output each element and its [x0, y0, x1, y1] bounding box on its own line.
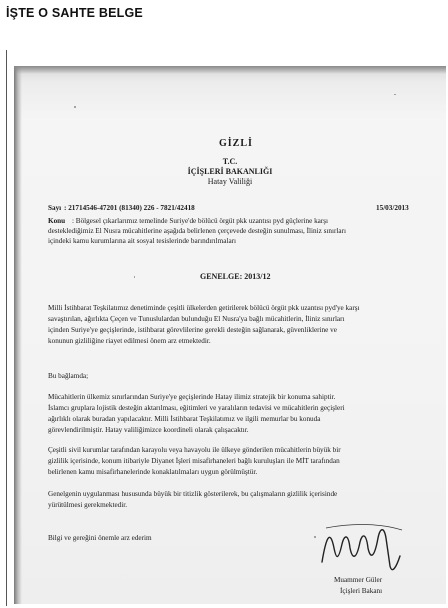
- para3-line: İslamcı gruplara lojistik desteğin aktarılması, eğitimleri ve yaralıların tedavisi ve mücahitlerin geçişleri: [48, 404, 345, 412]
- scan-speckle: [394, 94, 396, 95]
- classification-label: GİZLİ: [219, 138, 253, 149]
- para1-line: Milli İstihbarat Teşkilatımız denetiminde çeşitli ülkelerden getirilerek bölücü örgüt pkk uzantısı pyd'ye karşı: [48, 304, 360, 312]
- konu-label: Konu: [48, 217, 66, 225]
- scan-shadow-top: [14, 66, 446, 74]
- signature-image: [316, 518, 406, 576]
- konu-line: : Bölgesel çıkarlarımız temelinde Suriye'de bölücü örgüt pkk uzantısı pyd güçlerine karşı: [72, 217, 329, 225]
- header-tc: T.C.: [222, 157, 238, 166]
- para4-line: gizlilik içerisinde, konum itibariyle Diyanet İşleri misafirhaneleri bağlı kuruluşları ile MİT tarafından: [48, 457, 340, 465]
- scanned-document: [14, 66, 446, 604]
- para1-line: savaştırılan, ağırlıkta Çeçen ve Tunuslulardan bulunduğu El Nusra'ya bağlı mücahitlerin, İliniz sınırları: [48, 315, 345, 323]
- para4-line: Çeşitli sivil kurumlar tarafından karayolu veya havayolu ile ülkeye gönderilen mücahitlerin büyük bir: [48, 446, 341, 454]
- closing-line: Bilgi ve gereğini önemle arz ederim: [48, 534, 152, 542]
- scan-shadow-left: [14, 66, 22, 604]
- konu-line: desteklediğimiz El Nusra mücahitlerine aşağıda belirlenen çerçevede desteğin sunulması, İliniz sınırları: [48, 227, 346, 235]
- para3-line: Mücahitlerin ülkemiz sınırlarından Suriye'ye geçişlerinde Hatay ilimiz stratejik bir konuma sahiptir.: [48, 393, 336, 401]
- para3-line: ağırlıklı olarak buradan yapılacaktır. Milli İstihbarat Teşkilatımız ve ilgili memurlar bu konuda: [48, 415, 321, 423]
- para5-line: Genelgenin uygulanması hususunda büyük bir titizlik gösterilerek, bu çalışmaların gizlilik içerisinde: [48, 490, 338, 498]
- sayi-value: : 21714546-47201 (81340) 226 - 7821/42418: [64, 204, 195, 212]
- para2: Bu bağlamda;: [48, 372, 89, 380]
- header-governorship: Hatay Valiliği: [207, 177, 253, 186]
- sayi-label: Sayı: [48, 204, 62, 212]
- para1-line: konunun gizliliğine riayet edilmesi önem arz etmektedir.: [48, 337, 211, 345]
- genelge-number: GENELGE: 2013/12: [200, 272, 271, 281]
- para4-line: belirlenen kamu misafirhanelerinde konaklatılmaları uygun görülmüştür.: [48, 468, 258, 476]
- left-divider: [6, 50, 7, 606]
- document-date: 15/03/2013: [376, 204, 409, 212]
- konu-line: içindeki kamu kurumlarına ait sosyal tesislerinde barındırılmaları: [48, 237, 237, 245]
- scan-speckle: [74, 106, 76, 108]
- header-ministry: İÇİŞLERİ BAKANLIĞI: [187, 167, 273, 176]
- para5-line: yürütülmesi gerekmektedir.: [48, 501, 128, 509]
- signer-title: İçişleri Bakanı: [340, 587, 383, 595]
- scan-speckle: [134, 276, 135, 278]
- signer-name: Muammer Güler: [334, 576, 383, 584]
- page-headline: İŞTE O SAHTE BELGE: [6, 6, 143, 20]
- para3-line: görevlendirilmiştir. Hatay valiliğimizce koordineli olarak çalışacaktır.: [48, 426, 249, 434]
- para1-line: içinden Suriye'ye geçişlerinde, istihbarat görevlilerine gerekli desteğin sağlanarak, güvenliklerine ve: [48, 326, 337, 334]
